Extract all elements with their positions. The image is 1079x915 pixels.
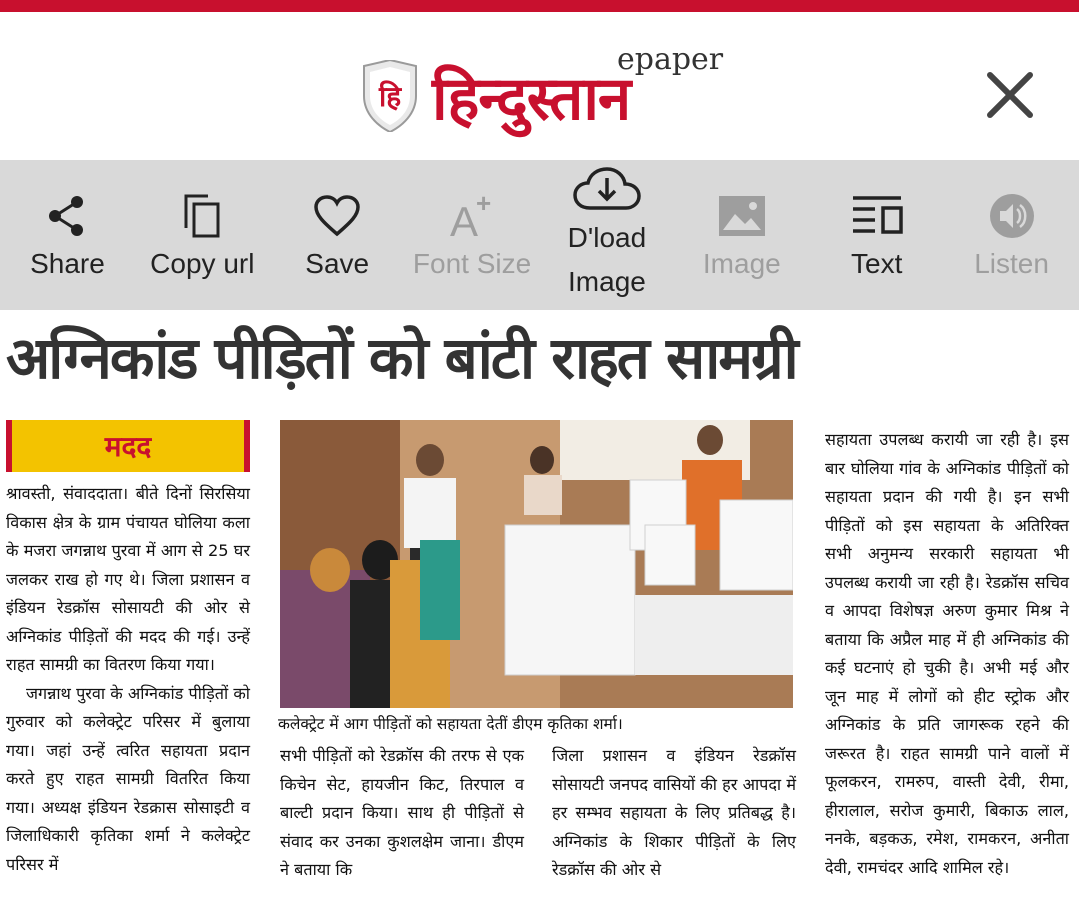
speaker-icon — [989, 193, 1035, 239]
close-icon[interactable] — [982, 67, 1038, 123]
top-accent-bar — [0, 0, 1079, 12]
news-clipping — [0, 310, 1079, 915]
article-column-2 — [280, 742, 524, 885]
listen-button[interactable] — [944, 160, 1079, 310]
article-headline: अग्निकांड पीड़ितों को बांटी राहत सामग्री — [6, 324, 797, 392]
share-button[interactable] — [0, 160, 135, 310]
text-button[interactable] — [809, 160, 944, 310]
share-label: Share — [30, 248, 105, 279]
column-3-paragraph: जिला प्रशासन व इंडियन रेडक्रॉस सोसायटी जनपद वासियों की हर आपदा में हर सम्भव सहायता के लिए प्रतिबद्ध है। अग्निकांड के शिकार पीड़ितों के लिए रेडक्रॉस की ओर से — [552, 746, 796, 879]
copy-url-button[interactable] — [135, 160, 270, 310]
article-column-3 — [552, 742, 796, 885]
font-size-label: Font Size — [412, 248, 532, 279]
brand-name: हिन्दुस्तान — [432, 64, 631, 134]
epaper-label: epaper — [617, 42, 724, 77]
article-photo — [280, 420, 793, 708]
save-button[interactable] — [270, 160, 405, 310]
column-1-paragraph-1: श्रावस्ती, संवाददाता। बीते दिनों सिरसिया विकास क्षेत्र के ग्राम पंचायत घोलिया कला के मजरा जगन्नाथ पुरवा में आग से 25 घर जलकर राख हो गए थे। जिला प्रशासन व इंडियन रेडक्रॉस सोसायटी की ओर से अग्निकांड पीड़ितों की मदद की गई। उन्हें राहत सामग्री का वितरण किया गया। — [6, 484, 250, 674]
photo-caption: कलेक्ट्रेट में आग पीड़ितों को सहायता देतीं डीएम कृतिका शर्मा। — [278, 715, 623, 733]
image-label: Image — [702, 248, 781, 279]
listen-label: Listen — [974, 248, 1049, 279]
svg-text:A: A — [450, 198, 479, 240]
font-size-icon — [448, 192, 496, 240]
logo-letter: हि — [378, 80, 402, 113]
action-toolbar — [0, 160, 1079, 310]
image-button[interactable] — [674, 160, 809, 310]
app-header — [0, 12, 1079, 160]
category-tag: मदद — [6, 420, 250, 472]
article-column-4 — [825, 426, 1069, 882]
text-label: Text — [851, 248, 903, 279]
font-size-button[interactable] — [405, 160, 540, 310]
cloud-download-icon — [572, 166, 642, 212]
heart-icon — [313, 194, 361, 238]
article-column-1 — [6, 480, 250, 879]
image-icon — [717, 194, 767, 238]
download-image-label: D'load Image — [567, 222, 647, 297]
copy-url-label: Copy url — [150, 248, 255, 279]
column-2-paragraph: सभी पीड़ितों को रेडक्रॉस की तरफ से एक किचेन सेट, हायजीन किट, तिरपाल व बाल्टी प्रदान किया। साथ ही पीड़ितों से संवाद कर उनका कुशलक्षेम जाना। डीएम ने बताया कि — [280, 746, 524, 879]
svg-text:+: + — [476, 192, 492, 218]
copy-icon — [180, 192, 224, 240]
text-icon — [851, 194, 903, 238]
column-4-paragraph: सहायता उपलब्ध करायी जा रही है। इस बार घोलिया गांव के अग्निकांड पीड़ितों को सहायता प्रदान की गयी है। इन सभी पीड़ितों को इस सहायता के अतिरिक्त सभी अनुमन्य सरकारी सहायता भी उपलब्ध करायी जा रही है। रेडक्रॉस सचिव व आपदा विशेषज्ञ अरुण कुमार मिश्र ने बताया कि अप्रैल माह में ही अग्निकांड की कई घटनाएं हो चुकी है। अभी मई और जून माह में लोगों को हीट स्ट्रोक और अग्निकांड के प्रति जागरूक रहने की जरूरत है। राहत सामग्री पाने वालों में फूलकरन, रामरुप, वास्ती देवी, रीमा, हीरालाल, सरोज कुमारी, बिकाऊ लाल, ननके, बड़कऊ, रमेश, रामकरन, अनीता देवी, रामचंदर आदि शामिल रहे। — [825, 430, 1069, 877]
shield-logo-icon — [360, 60, 420, 132]
share-icon — [45, 194, 89, 238]
photo-illustration — [280, 420, 793, 708]
column-1-paragraph-2: जगन्नाथ पुरवा के अग्निकांड पीड़ितों को गुरुवार को कलेक्ट्रेट परिसर में बुलाया गया। जहां उन्हें त्वरित सहायता प्रदान करते हुए राहत सामग्री वितरित किया गया। अध्यक्ष इंडियन रेडक्रास सोसाइटी व जिलाधिकारी कृतिका शर्मा ने कलेक्ट्रेट परिसर में — [6, 683, 250, 874]
download-image-button[interactable] — [540, 160, 675, 310]
save-label: Save — [305, 248, 370, 279]
